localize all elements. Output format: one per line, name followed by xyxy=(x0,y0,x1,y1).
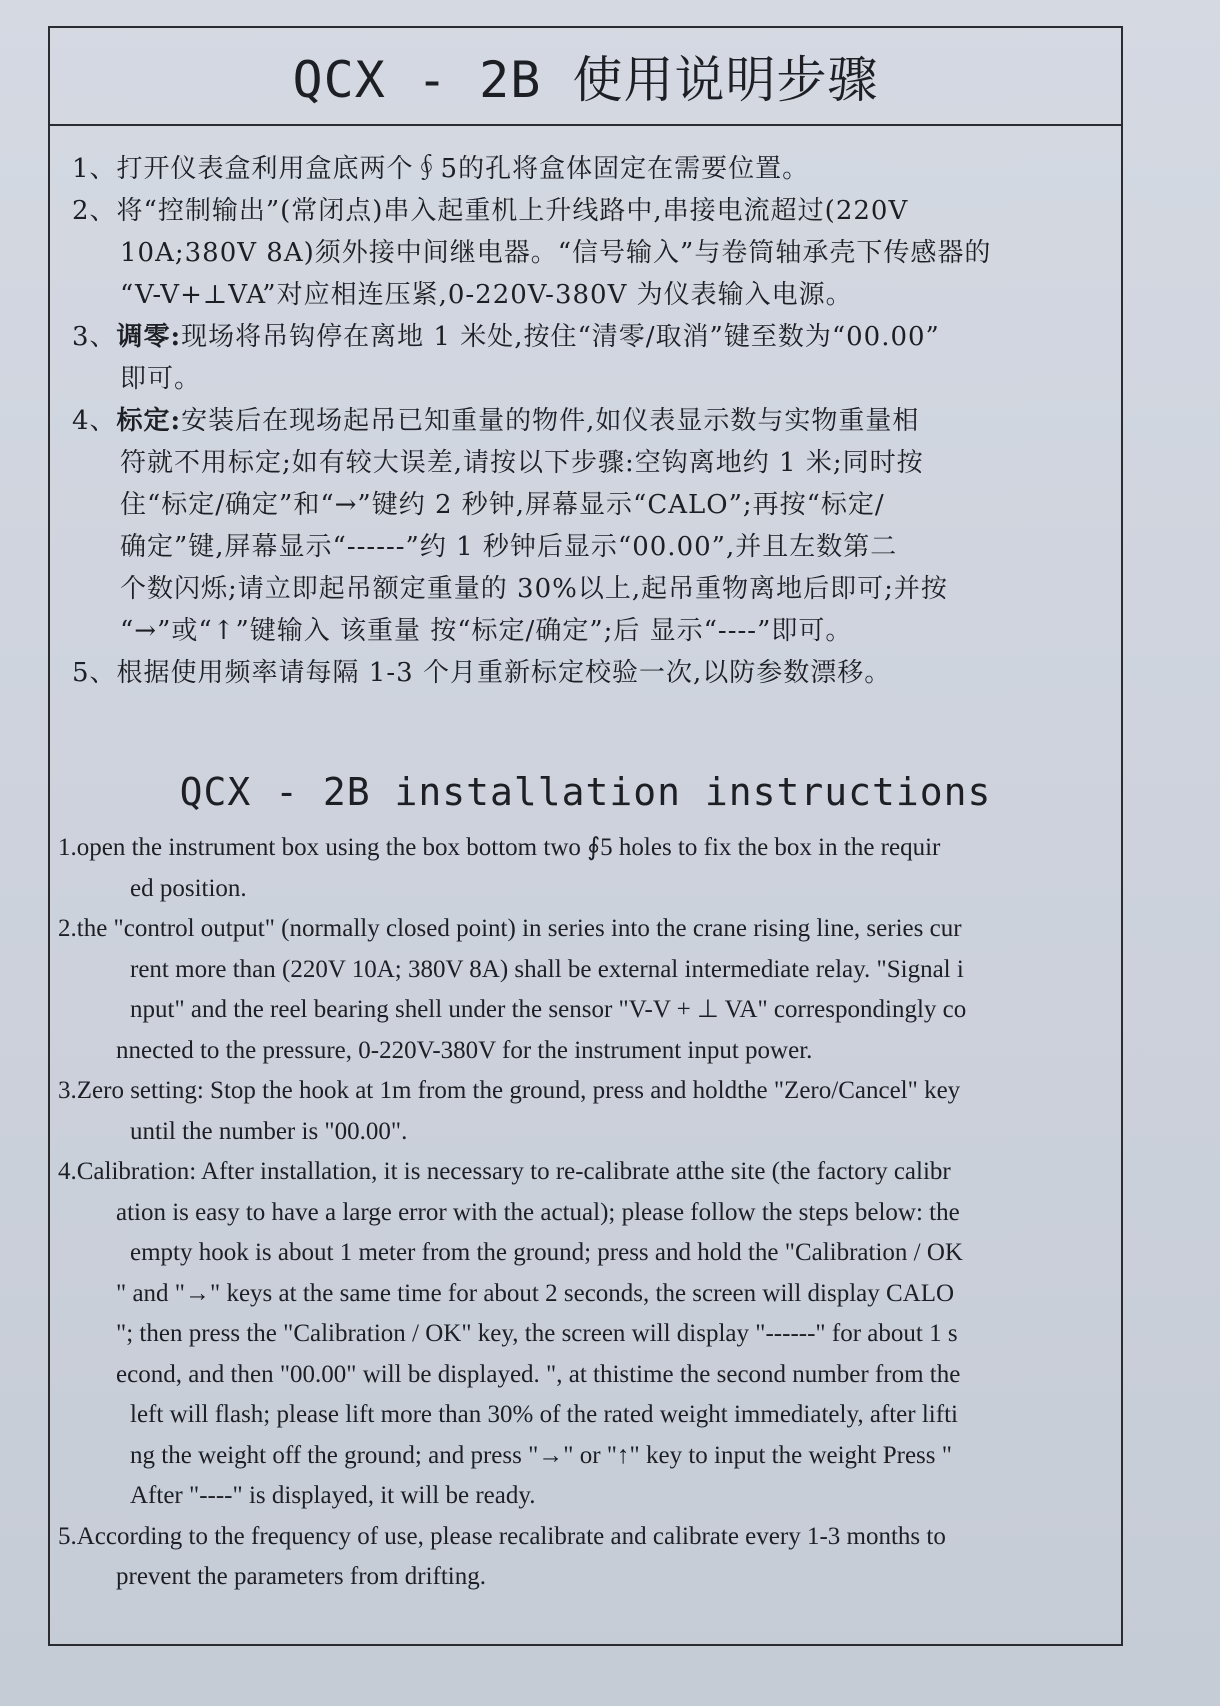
en-step-4-line-8: ng the weight off the ground; and press "→" or "↑" key to input the weight Press " xyxy=(130,1441,952,1469)
cn-step-3 xyxy=(72,316,1102,358)
en-step-5: 5.According to the frequency of use, please recalibrate and calibrate every 1-3 months to xyxy=(58,1522,946,1550)
cn-step-4-line-2: 符就不用标定;如有较大误差,请按以下步骤:空钩离地约 1 米;同时按 xyxy=(120,448,924,478)
cn-step-4-line-6: “→”或“↑”键输入 该重量 按“标定/确定”;后 显示“----”即可。 xyxy=(120,616,853,646)
en-step-1-line-2: ed position. xyxy=(130,874,247,902)
chinese-title: QCX - 2B 使用说明步骤 xyxy=(292,51,879,109)
cn-step-2 xyxy=(72,190,1102,232)
cn-step-4-line-5: 个数闪烁;请立即起吊额定重量的 30%以上,起吊重物离地后即可;并按 xyxy=(120,574,948,604)
cn-step-2-line-3: “V-V+⊥VA”对应相连压紧,0-220V-380V 为仪表输入电源。 xyxy=(120,280,853,310)
cn-step-3-number: 3、 xyxy=(72,322,117,352)
cn-step-4-line-4: 确定”键,屏幕显示“------”约 1 秒钟后显示“00.00”,并且左数第二 xyxy=(120,532,898,562)
cn-step-5-line-1: 5、根据使用频率请每隔 1-3 个月重新标定校验一次,以防参数漂移。 xyxy=(72,658,892,688)
en-step-2-line-4: nnected to the pressure, 0-220V-380V for the instrument input power. xyxy=(116,1036,813,1064)
en-step-4-line-7: left will flash; please lift more than 30% of the rated weight immediately, after lifti xyxy=(130,1401,958,1428)
en-step-2: 2.the "control output" (normally closed point) in series into the crane rising line, series cur xyxy=(58,915,962,942)
cn-step-1-line-1: 1、打开仪表盒利用盒底两个∮5的孔将盒体固定在需要位置。 xyxy=(72,154,810,184)
cn-step-4-text: 安装后在现场起吊已知重量的物件,如仪表显示数与实物重量相 xyxy=(181,406,920,436)
en-step-4: 4.Calibration: After installation, it is necessary to re-calibrate atthe site (the factory calibr xyxy=(58,1158,951,1185)
cn-step-3-keyword: 调零: xyxy=(116,322,182,352)
chinese-instructions xyxy=(72,148,1102,694)
cn-step-2-line-1: 2、将“控制输出”(常闭点)串入起重机上升线路中,串接电流超过(220V xyxy=(72,196,909,226)
cn-step-4-line-3: 住“标定/确定”和“→”键约 2 秒钟,屏幕显示“CALO”;再按“标定/ xyxy=(120,490,885,520)
en-step-3-line-2: until the number is "00.00". xyxy=(130,1117,408,1145)
en-step-4-line-4: " and "→" keys at the same time for about 2 seconds, the screen will display CALO xyxy=(116,1279,955,1307)
cn-step-3-line-2: 即可。 xyxy=(120,364,202,394)
cn-step-3-text: 现场将吊钩停在离地 1 米处,按住“清零/取消”键至数为“00.00” xyxy=(181,322,940,352)
en-step-4-line-2: ation is easy to have a large error with the actual); please follow the steps below: the xyxy=(116,1198,960,1226)
cn-step-5 xyxy=(72,652,1102,694)
english-instructions xyxy=(58,828,1108,1598)
en-step-2-line-2: rent more than (220V 10A; 380V 8A) shall be external intermediate relay. "Signal i xyxy=(130,955,964,983)
document-frame xyxy=(48,26,1123,1646)
english-title: QCX - 2B installation instructions xyxy=(179,770,992,814)
en-step-4-line-6: econd, and then "00.00" will be displayed. ", at thistime the second number from the xyxy=(116,1360,961,1388)
en-step-4-line-3: empty hook is about 1 meter from the ground; press and hold the "Calibration / OK xyxy=(130,1239,963,1266)
en-step-1: 1.open the instrument box using the box bottom two ∮5 holes to fix the box in the requir xyxy=(58,834,941,861)
en-step-2-line-3: nput" and the reel bearing shell under the sensor "V-V + ⊥ VA" correspondingly co xyxy=(130,996,967,1023)
cn-step-4-keyword: 标定: xyxy=(116,406,182,436)
en-step-3: 3.Zero setting: Stop the hook at 1m from the ground, press and holdthe "Zero/Cancel" key xyxy=(58,1077,961,1104)
en-step-5-line-2: prevent the parameters from drifting. xyxy=(116,1563,486,1590)
chinese-title-box xyxy=(50,28,1121,126)
cn-step-2-line-2: 10A;380V 8A)须外接中间继电器。“信号输入”与卷筒轴承壳下传感器的 xyxy=(120,238,992,268)
en-step-4-line-9: After "----" is displayed, it will be ready. xyxy=(130,1482,536,1509)
cn-step-4-number: 4、 xyxy=(72,406,117,436)
en-step-4-line-5: "; then press the "Calibration / OK" key, the screen will display "------" for about 1 s xyxy=(116,1320,958,1347)
cn-step-1 xyxy=(72,148,1102,190)
cn-step-4 xyxy=(72,400,1102,442)
